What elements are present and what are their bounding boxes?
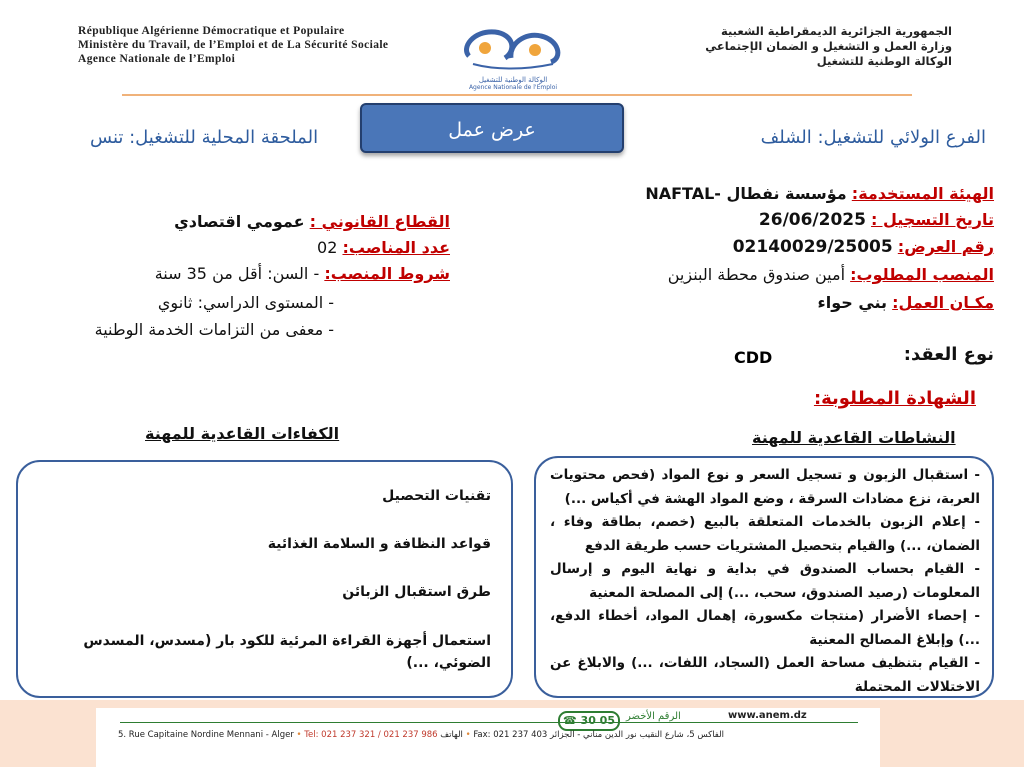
address-ar: 5، شارع النقيب نور الدين مناني - الجزائر [550, 730, 695, 740]
competence-item: تقنيات التحصيل [382, 488, 491, 504]
anem-logo [455, 24, 571, 91]
header-french [78, 24, 388, 66]
activity-item: - إحصاء الأضرار (منتجات مكسورة، إهمال المواد، أخطاء الدفع، ...) وإبلاغ المصالح المعنية [550, 608, 980, 648]
contract-type-value: CDD [734, 348, 773, 367]
sector-value: عمومي اقتصادي [174, 212, 305, 231]
green-number-badge [558, 711, 620, 731]
activities-list [550, 464, 980, 699]
positions-count-label: عدد المناصب: [342, 238, 450, 257]
address-fr: 5. Rue Capitaine Nordine Mennani - Alger [118, 730, 294, 740]
sector-row [174, 212, 450, 231]
footer-fax-ar: الفاكس [697, 730, 725, 740]
sector-label: القطاع القانوني : [309, 212, 450, 231]
website-link[interactable]: www.anem.dz [728, 710, 807, 721]
offer-number-row [733, 237, 994, 257]
header-ar-agency: الوكالة الوطنية للتشغيل [816, 54, 952, 68]
employer-value: مؤسسة نفطال -NAFTAL [645, 184, 847, 203]
header-fr-republic: République Algérienne Démocratique et Populaire [78, 25, 345, 37]
header-fr-agency: Agence Nationale de l’Emploi [78, 53, 236, 65]
job-offer-banner: عرض عمل [360, 103, 624, 153]
date-value: 26/06/2025 [758, 210, 866, 230]
condition-military: - معفى من التزامات الخدمة الوطنية [94, 320, 334, 339]
green-number-label: الرقم الأخضر [626, 711, 681, 722]
footer-divider [120, 722, 858, 723]
activities-title: النشاطات القاعدية للمهنة [752, 428, 956, 447]
competences-title: الكفاءات القاعدية للمهنة [145, 424, 340, 443]
activity-item: - القيام بحساب الصندوق في بداية و نهاية اليوم و إرسال المعلومات (رصيد الصندوق، سحب، ...) إلى المصلحة المعنية [550, 561, 980, 601]
branch-wilaya: الفرع الولائي للتشغيل: الشلف [760, 127, 986, 148]
location-value: بني حواء [817, 293, 888, 312]
header-ar-ministry: وزارة العمل و التشغيل و الضمان الإجتماعي [705, 39, 952, 53]
competence-item: طرق استقبال الزبائن [342, 584, 491, 600]
logo-caption-ar: الوكالة الوطنية للتشغيل [478, 76, 548, 84]
activity-item: - إعلام الزبون بالخدمات المتعلقة بالبيع (خصم، بطاقة وفاء ، الضمان، ...) والقيام بتحصيل المشتريات حسب طريقة الدفع [550, 514, 980, 554]
position-value: أمين صندوق محطة البنزين [667, 265, 846, 284]
anem-logo-mark [455, 24, 571, 72]
branch-local: الملحقة المحلية للتشغيل: تنس [90, 127, 319, 148]
logo-caption-fr: Agence Nationale de l'Emploi [468, 84, 558, 91]
footer-tel-ar: الهاتف [440, 730, 463, 740]
contract-type-label: نوع العقد: [903, 344, 994, 365]
offer-number-label: رقم العرض: [897, 237, 994, 256]
condition-age: - السن: أقل من 35 سنة [154, 264, 320, 283]
location-row [818, 293, 994, 312]
green-number: 30 05 [580, 714, 615, 727]
activity-item: - استقبال الزبون و تسجيل السعر و نوع المواد (فحص محتويات العربة، نزع مضادات السرقة ، وضع المواد الهشة في أكياس ...) [550, 467, 980, 507]
competence-item: استعمال أجهزة القراءة المرئية للكود بار (مسدس، المسدس الضوئي، ...) [83, 633, 491, 671]
conditions-label: شروط المنصب: [324, 264, 450, 283]
offer-number-value: 02140029/25005 [732, 237, 893, 257]
employer-row [645, 184, 994, 203]
activities-box [534, 456, 994, 698]
header-divider [122, 94, 912, 96]
activity-item: - القيام بتنظيف مساحة العمل (السجاد، اللفات، ...) والابلاغ عن الاختلالات المحتملة [550, 655, 980, 695]
competences-box [16, 460, 513, 698]
position-row [668, 265, 994, 284]
condition-education: - المستوى الدراسي: ثانوي [157, 293, 334, 312]
positions-count-value: 02 [317, 238, 338, 257]
location-label: مكـان العمل: [892, 293, 994, 312]
competence-item: قواعد النظافة و السلامة الغذائية [267, 536, 491, 552]
date-row [759, 210, 994, 230]
phone-icon: ☎ [563, 714, 577, 727]
footer-fax: Fax: 021 237 403 [473, 730, 548, 740]
footer-address: 5. Rue Capitaine Nordine Mennani - Alger • Tel: 021 237 321 / 021 237 986 الهاتف • Fax: 021 237 403 الفاكس 5، شارع النقيب نور الدين مناني - الجزائر [118, 730, 725, 740]
employer-label: الهيئة المستخدمة: [851, 184, 994, 203]
footer-tel: Tel: 021 237 321 / 021 237 986 [304, 730, 438, 740]
header-ar-republic: الجمهورية الجزائرية الديمقراطية الشعبية [720, 24, 952, 38]
positions-count-row [317, 238, 450, 257]
header-arabic [705, 24, 952, 69]
diploma-label: الشهادة المطلوبة: [813, 388, 976, 409]
header-fr-ministry: Ministère du Travail, de l’Emploi et de La Sécurité Sociale [78, 39, 389, 51]
conditions-row [155, 264, 450, 283]
date-label: تاريخ التسجيل : [871, 210, 994, 229]
position-label: المنصب المطلوب: [850, 265, 994, 284]
